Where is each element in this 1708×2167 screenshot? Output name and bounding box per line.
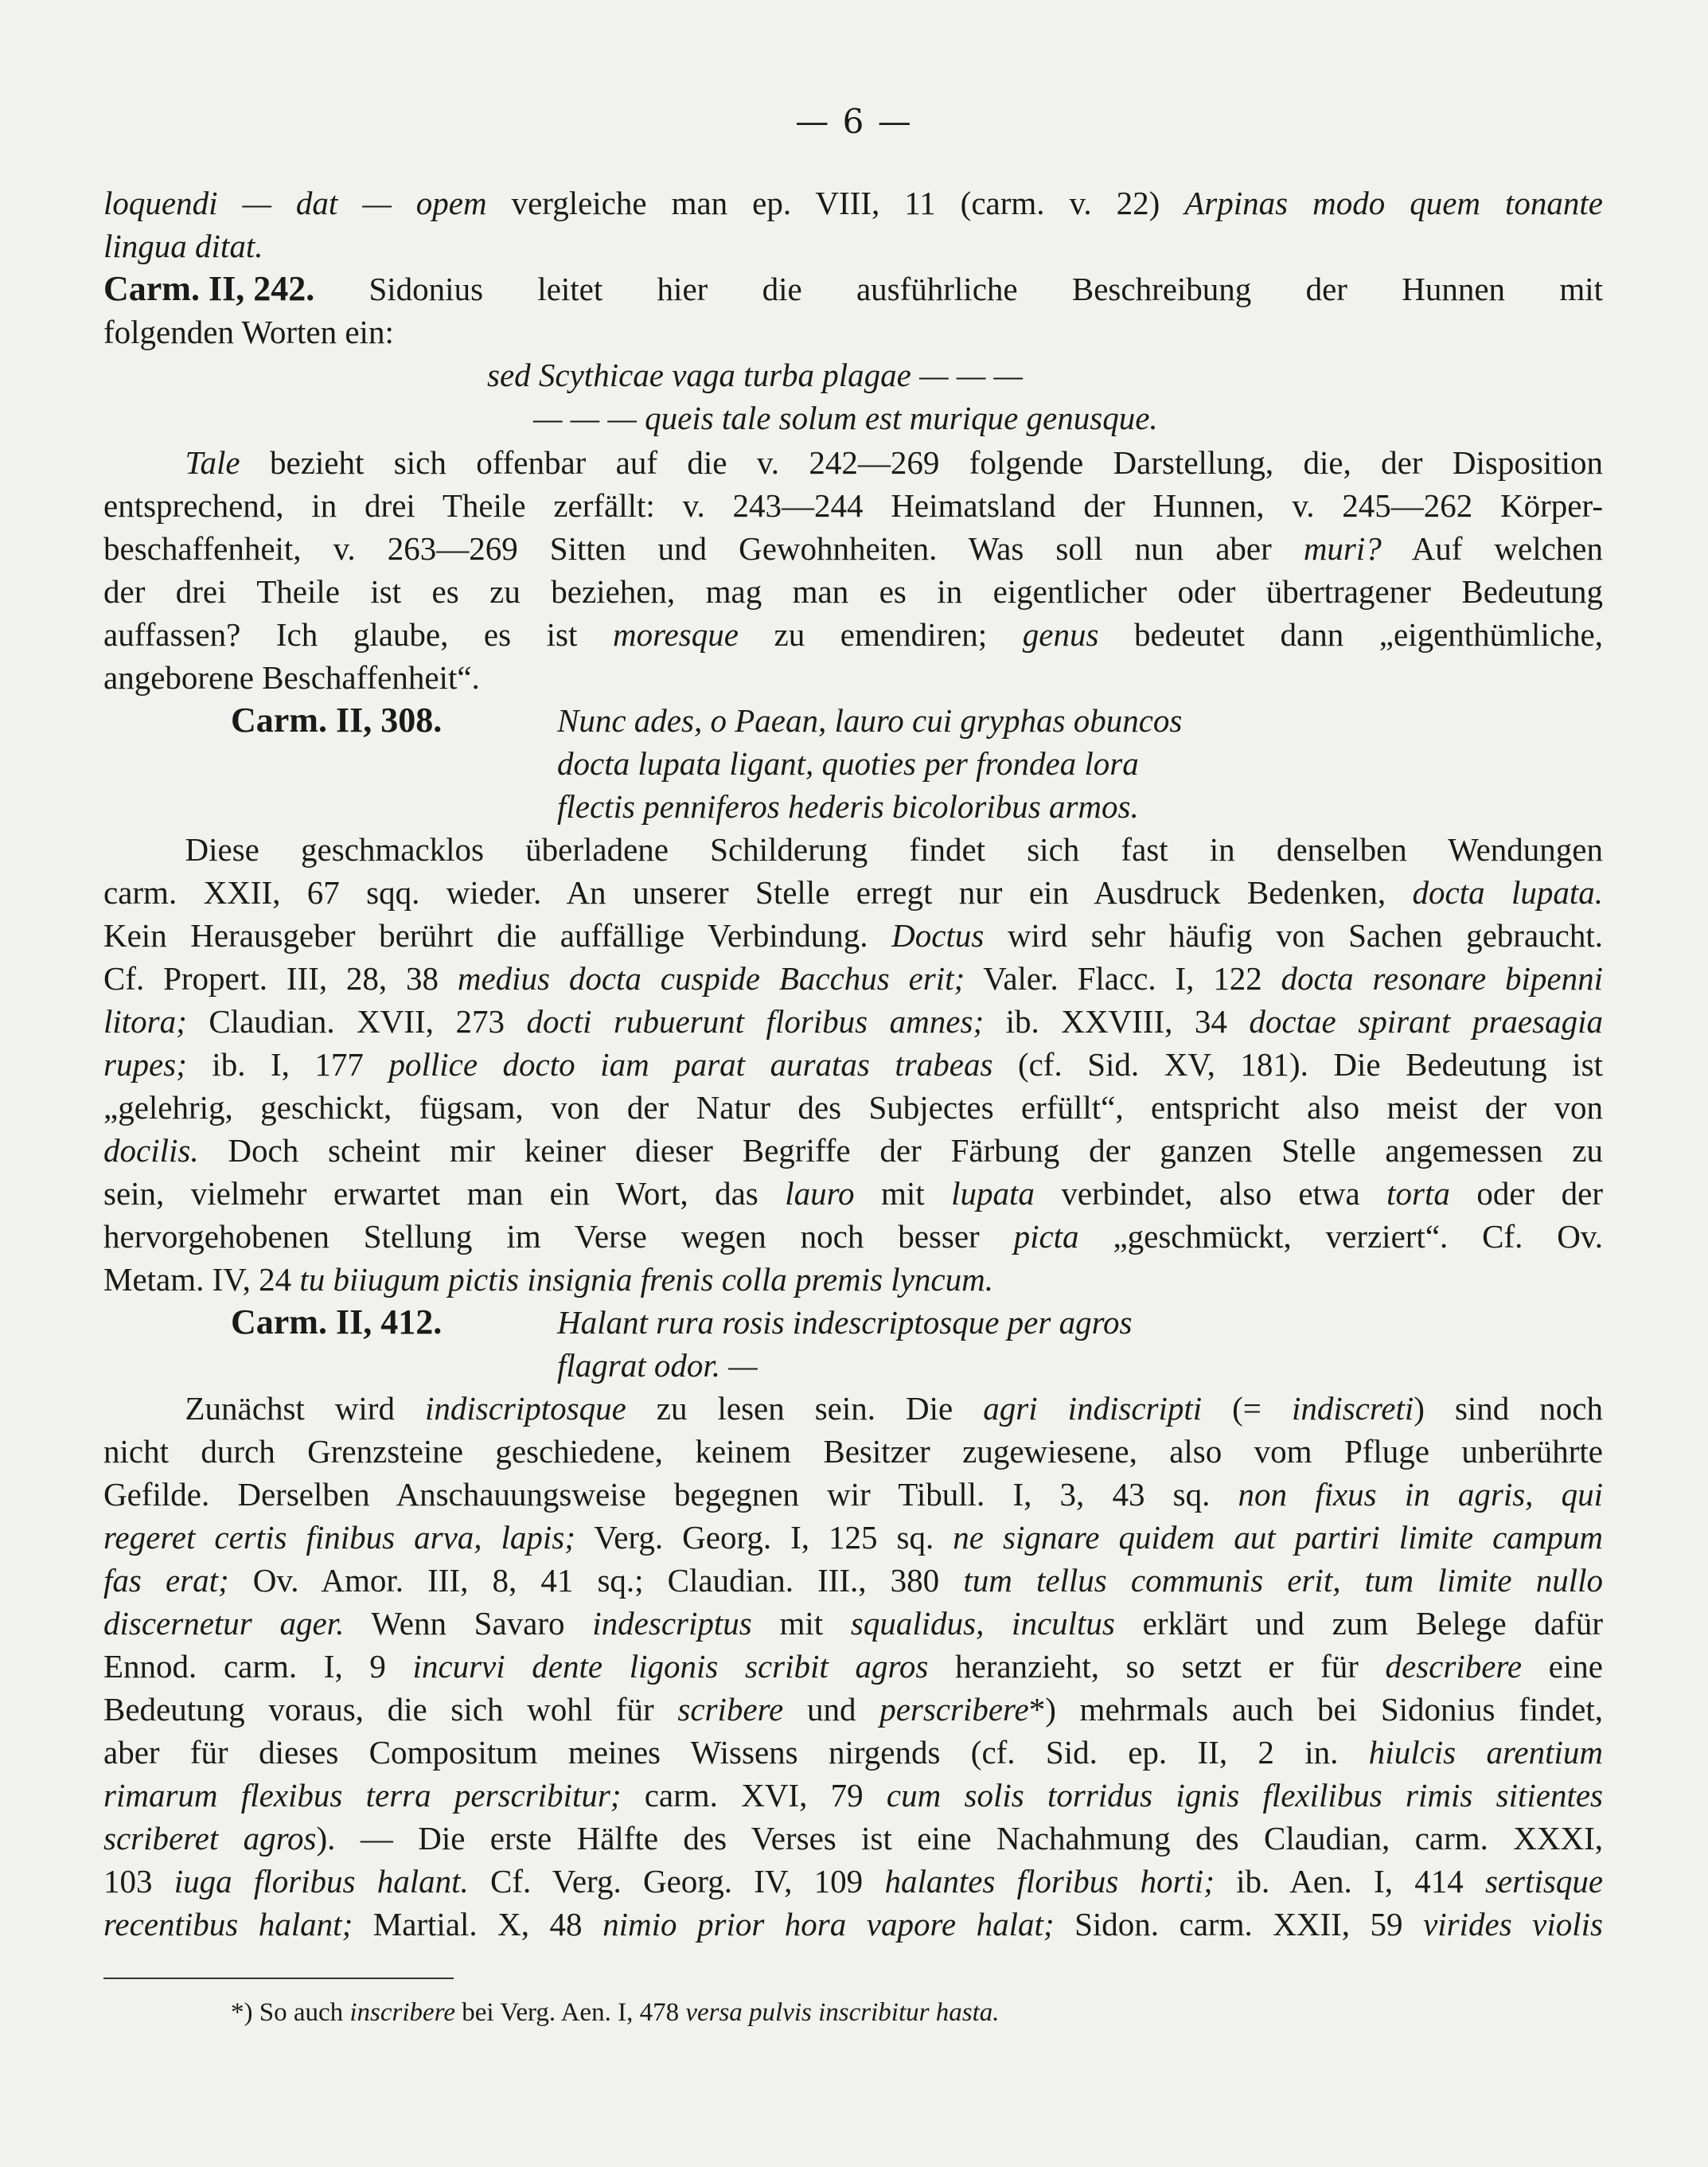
text-line: [103, 1000, 1603, 1043]
text-run: bedeutet dann „eigenthümliche,: [1098, 616, 1603, 653]
text-line: [103, 484, 1603, 527]
section-heading: Carm. II, 242.: [103, 269, 315, 308]
latin-quote: lauro: [785, 1175, 855, 1212]
text-line: [103, 1731, 1603, 1774]
text-line: [103, 1043, 1603, 1086]
text-line: [103, 1774, 1603, 1817]
latin-quote: regeret certis finibus arva, lapis;: [103, 1519, 575, 1556]
latin-quote: nimio prior hora vapore halat;: [602, 1906, 1055, 1942]
verse-line: Nunc ades, o Paean, lauro cui gryphas obuncos: [557, 702, 1183, 739]
latin-quote: ne signare quidem aut partiri limite campum: [953, 1519, 1603, 1556]
text-run: Verg. Georg. I, 125 sq.: [575, 1519, 953, 1556]
text-run: Metam. IV, 24: [103, 1261, 300, 1298]
text-run: auffassen? Ich glaube, es ist: [103, 616, 613, 653]
latin-quote: loquendi — dat — opem: [103, 185, 487, 221]
latin-quote: picta: [1013, 1218, 1079, 1255]
latin-quote: medius docta cuspide Bacchus erit;: [457, 960, 965, 997]
text-run: Cf. Propert. III, 28, 38: [103, 960, 458, 997]
text-run: Wenn Savaro: [344, 1605, 593, 1642]
footnote-quote: versa pulvis inscribitur hasta.: [685, 1998, 1000, 2027]
text-run: ib. Aen. I, 414: [1214, 1863, 1485, 1900]
text-run: mit: [751, 1605, 851, 1642]
latin-quote: scribere: [677, 1691, 784, 1728]
text-run: wird sehr häufig von Sachen gebraucht.: [984, 917, 1603, 954]
text-run: zu lesen sein. Die: [626, 1390, 984, 1427]
verse-line: docta lupata ligant, quoties per frondea lora: [557, 745, 1139, 782]
text-line: [103, 1645, 1603, 1688]
latin-quote: docti rubuerunt floribus amnes;: [526, 1003, 985, 1040]
footnote-mark: *) So auch: [231, 1998, 350, 2027]
text-run: Kein Herausgeber berührt die auffällige Verbindung.: [103, 917, 892, 954]
latin-quote: agri indiscripti: [983, 1390, 1203, 1427]
text-run: ). — Die erste Hälfte des Verses ist eine Nachahmung des Claudian, carm. XXXI,: [316, 1820, 1603, 1857]
footnote-rule: [103, 1978, 454, 1979]
latin-quote: torta: [1386, 1175, 1450, 1212]
text-run: vergleiche man ep. VIII, 11 (carm. v. 22): [486, 185, 1185, 221]
text-run: angeborene Beschaffenheit“.: [103, 659, 480, 696]
text-line: [103, 267, 1603, 310]
text-run: carm. XVI, 79: [621, 1777, 887, 1814]
text-line: [103, 1688, 1603, 1731]
latin-quote: squalidus, incultus: [850, 1605, 1115, 1642]
text-run: ) sind noch: [1414, 1390, 1603, 1427]
latin-quote: discernetur ager.: [103, 1605, 345, 1642]
footnote-word: inscribere: [349, 1998, 455, 2027]
text-line: [103, 1215, 1603, 1258]
latin-quote: lupata: [951, 1175, 1035, 1212]
text-run: Ov. Amor. III, 8, 41 sq.; Claudian. III., 380: [228, 1562, 964, 1599]
text-line: [103, 1602, 1603, 1645]
text-line: [103, 527, 1603, 570]
text-run: verbindet, also etwa: [1034, 1175, 1387, 1212]
latin-quote: lingua ditat.: [103, 228, 263, 264]
latin-quote: sertisque: [1484, 1863, 1604, 1900]
text-run: 103: [103, 1863, 174, 1900]
text-line: [103, 310, 1603, 353]
latin-quote: hiulcis arentium: [1368, 1734, 1604, 1771]
latin-quote: Tale: [185, 444, 240, 481]
page-number: — 6 —: [795, 102, 913, 141]
latin-quote: virides violis: [1423, 1906, 1603, 1942]
text-run: bezieht sich offenbar auf die v. 242—269 folgende Darstellung, die, der Disposition: [240, 444, 1603, 481]
text-run: Valer. Flacc. I, 122: [965, 960, 1281, 997]
text-line: [103, 957, 1603, 1000]
text-run: (=: [1202, 1390, 1292, 1427]
section-heading: Carm. II, 412.: [231, 1302, 443, 1341]
text-run: Auf welchen: [1381, 530, 1604, 567]
latin-quote: recentibus halant;: [103, 1906, 353, 1942]
text-run: erklärt und zum Belege dafür: [1114, 1605, 1603, 1642]
text-run: Cf. Verg. Georg. IV, 109: [468, 1863, 885, 1900]
latin-quote: cum solis torridus ignis flexilibus rimis sitientes: [886, 1777, 1604, 1814]
latin-quote: perscribere: [879, 1691, 1029, 1728]
latin-quote: fas erat;: [103, 1562, 229, 1599]
text-run: Ennod. carm. I, 9: [103, 1648, 413, 1685]
text-line: [103, 570, 1603, 613]
latin-quote: Doctus: [891, 917, 985, 954]
text-run: Sidon. carm. XXII, 59: [1054, 1906, 1424, 1942]
text-line: [103, 441, 1603, 484]
text-run: (cf. Sid. XV, 181). Die Bedeutung ist: [992, 1046, 1603, 1083]
latin-quote: incurvi dente ligonis scribit agros: [412, 1648, 929, 1685]
text-run: [103, 444, 185, 481]
text-run: carm. XXII, 67 sqq. wieder. An unserer Stelle erregt nur ein Ausdruck Bedenken,: [103, 874, 1413, 911]
text-line: [103, 828, 1603, 871]
verse-line: — — — queis tale solum est murique genusque.: [533, 400, 1158, 436]
text-line: [103, 871, 1603, 914]
latin-quote: genus: [1022, 616, 1099, 653]
latin-quote: docilis.: [103, 1132, 199, 1169]
text-run: Claudian. XVII, 273: [186, 1003, 527, 1040]
text-line: [103, 1559, 1603, 1602]
text-run: Zunächst wird: [103, 1390, 425, 1427]
text-line: [103, 1516, 1603, 1559]
text-run: ib. I, 177: [186, 1046, 389, 1083]
latin-quote: litora;: [103, 1003, 187, 1040]
latin-quote: halantes floribus horti;: [884, 1863, 1215, 1900]
text-line: [103, 1172, 1603, 1215]
verse-line: Halant rura rosis indescriptosque per agros: [557, 1304, 1133, 1341]
text-line: [103, 613, 1603, 656]
latin-quote: tu biiugum pictis insignia frenis colla premis lyncum.: [299, 1261, 993, 1298]
text-run: zu emendiren;: [738, 616, 1023, 653]
text-run: mit: [854, 1175, 952, 1212]
text-line: [103, 656, 1603, 699]
section-heading: Carm. II, 308.: [231, 701, 443, 740]
latin-quote: moresque: [613, 616, 739, 653]
text-run: entsprechend, in drei Theile zerfällt: v. 243—244 Heimatsland der Hunnen, v. 245—262 Körper-: [103, 487, 1603, 524]
text-run: der drei Theile ist es zu beziehen, mag man es in eigentlicher oder übertragener Bedeutung: [103, 573, 1603, 610]
text-run: ib. XXVIII, 34: [984, 1003, 1250, 1040]
footnote-ref: bei Verg. Aen. I, 478: [454, 1998, 686, 2027]
latin-quote: rimarum flexibus terra perscribitur;: [103, 1777, 622, 1814]
text-run: heranzieht, so setzt er für: [928, 1648, 1386, 1685]
latin-quote: pollice docto iam parat auratas trabeas: [388, 1046, 993, 1083]
text-run: Gefilde. Derselben Anschauungsweise begegnen wir Tibull. I, 3, 43 sq.: [103, 1476, 1238, 1513]
latin-quote: rupes;: [103, 1046, 187, 1083]
latin-quote: muri?: [1303, 530, 1382, 567]
text-run: eine: [1522, 1648, 1603, 1685]
text-run: Diese geschmacklos überladene Schilderung findet sich fast in denselben Wendungen: [103, 831, 1603, 868]
text-run: Martial. X, 48: [353, 1906, 603, 1942]
latin-quote: describere: [1385, 1648, 1523, 1685]
latin-quote: docta resonare bipenni: [1281, 960, 1603, 997]
text-run: Doch scheint mir keiner dieser Begriffe der Färbung der ganzen Stelle angemessen zu: [198, 1132, 1603, 1169]
text-run: Sidonius leitet hier die ausführliche Beschreibung der Hunnen mit: [314, 271, 1603, 307]
latin-quote: Arpinas modo quem tonante: [1184, 185, 1603, 221]
text-line: [103, 1086, 1603, 1129]
text-run: *) mehrmals auch bei Sidonius findet,: [1028, 1691, 1603, 1728]
text-run: „gelehrig, geschickt, fügsam, von der Natur des Subjectes erfüllt“, entspricht also meist der von: [103, 1089, 1603, 1126]
verse-line: flectis penniferos hederis bicoloribus armos.: [557, 788, 1139, 825]
footnote: [231, 1998, 1000, 2028]
text-run: Bedeutung voraus, die sich wohl für: [103, 1691, 678, 1728]
latin-quote: iuga floribus halant.: [174, 1863, 469, 1900]
verse-line: flagrat odor. —: [557, 1347, 758, 1384]
text-line: [103, 1860, 1603, 1903]
latin-quote: indescriptus: [592, 1605, 752, 1642]
latin-quote: indiscreti: [1291, 1390, 1414, 1427]
latin-quote: doctae spirant praesagia: [1249, 1003, 1603, 1040]
text-run: „geschmückt, verziert“. Cf. Ov.: [1078, 1218, 1603, 1255]
text-run: sein, vielmehr erwartet man ein Wort, das: [103, 1175, 786, 1212]
text-run: aber für dieses Compositum meines Wissens nirgends (cf. Sid. ep. II, 2 in.: [103, 1734, 1369, 1771]
text-line: [103, 225, 1603, 267]
latin-quote: docta lupata.: [1412, 874, 1604, 911]
text-line: [103, 1129, 1603, 1172]
text-run: oder der: [1449, 1175, 1603, 1212]
latin-quote: scriberet agros: [103, 1820, 317, 1857]
text-run: und: [783, 1691, 880, 1728]
text-line: [103, 1387, 1603, 1430]
text-line: [103, 1258, 1603, 1301]
text-run: folgenden Worten ein:: [103, 314, 394, 350]
text-line: [103, 914, 1603, 957]
text-line: [103, 1903, 1603, 1946]
text-line: [103, 1473, 1603, 1516]
text-run: nicht durch Grenzsteine geschiedene, keinem Besitzer zugewiesene, also vom Pfluge unberührte: [103, 1433, 1603, 1470]
text-run: hervorgehobenen Stellung im Verse wegen noch besser: [103, 1218, 1014, 1255]
verse-line: sed Scythicae vaga turba plagae — — —: [487, 357, 1023, 393]
text-line: [103, 1430, 1603, 1473]
text-line: [103, 1817, 1603, 1860]
latin-quote: tum tellus communis erit, tum limite nullo: [963, 1562, 1603, 1599]
latin-quote: indiscriptosque: [424, 1390, 626, 1427]
text-run: beschaffenheit, v. 263—269 Sitten und Gewohnheiten. Was soll nun aber: [103, 530, 1304, 567]
text-line: [103, 182, 1603, 225]
latin-quote: non fixus in agris, qui: [1238, 1476, 1603, 1513]
